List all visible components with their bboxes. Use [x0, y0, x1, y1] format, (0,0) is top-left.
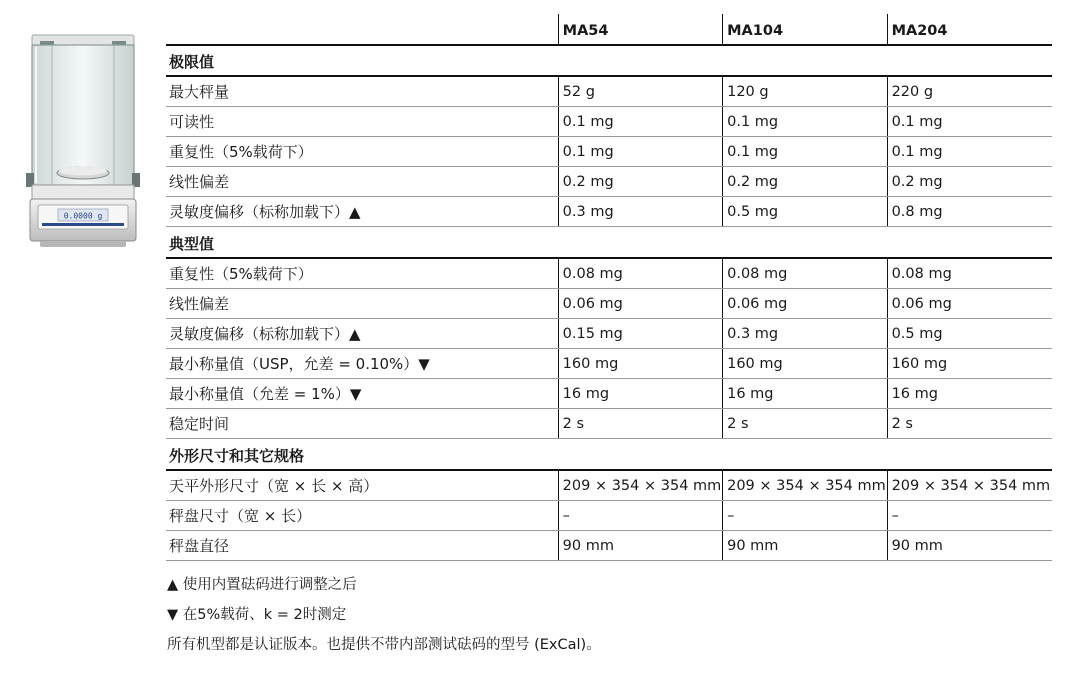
balance-display-readout: 0.0000 g: [63, 211, 103, 221]
row-value: 2 s: [558, 409, 722, 438]
row-value: 0.06 mg: [558, 289, 722, 318]
row-value: 0.08 mg: [558, 259, 722, 288]
table-row: [166, 471, 1052, 501]
row-value: 220 g: [887, 77, 1052, 106]
balance-product-image: [22, 33, 144, 253]
row-value: 160 mg: [558, 349, 722, 378]
row-value: 0.2 mg: [887, 167, 1052, 196]
row-value: 16 mg: [722, 379, 886, 408]
section-title: 外形尺寸和其它规格: [166, 439, 1052, 471]
row-label: 灵敏度偏移（标称加载下）▲: [169, 325, 361, 343]
row-value: 0.5 mg: [722, 197, 886, 226]
analytical-balance-illustration: [22, 33, 144, 253]
row-label: 最小称量值（允差 = 1%）▼: [169, 385, 362, 403]
spec-table: [166, 14, 1052, 561]
row-value: 0.1 mg: [887, 107, 1052, 136]
row-value: 0.06 mg: [887, 289, 1052, 318]
table-row: [166, 531, 1052, 561]
row-value: 209 × 354 × 354 mm: [887, 471, 1052, 500]
row-value: 0.06 mg: [722, 289, 886, 318]
row-value: 0.1 mg: [722, 107, 886, 136]
table-header-row: [166, 14, 1052, 46]
section-title: 典型值: [166, 227, 1052, 259]
table-row: [166, 137, 1052, 167]
row-value: –: [887, 501, 1052, 530]
table-row: [166, 77, 1052, 107]
row-value: 0.2 mg: [722, 167, 886, 196]
row-label: 灵敏度偏移（标称加载下）▲: [169, 203, 361, 221]
table-row: [166, 349, 1052, 379]
row-value: 160 mg: [887, 349, 1052, 378]
table-row: [166, 409, 1052, 439]
footnote-measurement: ▼ 在5%载荷、k = 2时测定: [167, 607, 347, 623]
row-label: 秤盘尺寸（宽 × 长）: [169, 507, 312, 525]
row-label: 最大秤量: [169, 83, 230, 101]
model-header-ma104: MA104: [722, 14, 886, 44]
row-value: 0.8 mg: [887, 197, 1052, 226]
row-value: 0.1 mg: [887, 137, 1052, 166]
row-value: 209 × 354 × 354 mm: [558, 471, 722, 500]
model-header-ma54: MA54: [558, 14, 722, 44]
table-row: [166, 107, 1052, 137]
table-row: [166, 259, 1052, 289]
row-label: 重复性（5%载荷下）: [169, 143, 313, 161]
table-row: [166, 197, 1052, 227]
row-value: 52 g: [558, 77, 722, 106]
row-value: 2 s: [722, 409, 886, 438]
row-value: 0.5 mg: [887, 319, 1052, 348]
row-value: 0.1 mg: [722, 137, 886, 166]
row-value: 0.3 mg: [722, 319, 886, 348]
row-value: 0.3 mg: [558, 197, 722, 226]
table-row: [166, 379, 1052, 409]
row-value: 0.08 mg: [722, 259, 886, 288]
row-value: 2 s: [887, 409, 1052, 438]
row-value: 90 mm: [887, 531, 1052, 560]
row-value: 160 mg: [722, 349, 886, 378]
row-value: 0.08 mg: [887, 259, 1052, 288]
row-label: 可读性: [169, 113, 215, 131]
section-title: 极限值: [166, 46, 1052, 77]
row-value: –: [558, 501, 722, 530]
row-value: –: [722, 501, 886, 530]
row-label: 稳定时间: [169, 415, 230, 433]
row-value: 16 mg: [887, 379, 1052, 408]
row-value: 0.1 mg: [558, 137, 722, 166]
table-row: [166, 501, 1052, 531]
footnotes: [167, 574, 1067, 664]
table-row: [166, 319, 1052, 349]
row-value: 90 mm: [558, 531, 722, 560]
model-header-ma204: MA204: [887, 14, 1052, 44]
row-value: 0.2 mg: [558, 167, 722, 196]
footnote-excal: 所有机型都是认证版本。也提供不带内部测试砝码的型号 (ExCal)。: [167, 637, 601, 653]
row-label: 线性偏差: [169, 173, 230, 191]
table-row: [166, 289, 1052, 319]
row-label: 最小称量值（USP，允差 = 0.10%）▼: [169, 355, 430, 373]
row-label: 线性偏差: [169, 295, 230, 313]
row-value: 0.1 mg: [558, 107, 722, 136]
row-value: 0.15 mg: [558, 319, 722, 348]
row-value: 16 mg: [558, 379, 722, 408]
header-label: [166, 14, 558, 44]
row-value: 120 g: [722, 77, 886, 106]
row-label: 秤盘直径: [169, 537, 230, 555]
row-value: 90 mm: [722, 531, 886, 560]
row-label: 重复性（5%载荷下）: [169, 265, 313, 283]
row-label: 天平外形尺寸（宽 × 长 × 高）: [169, 477, 379, 495]
row-value: 209 × 354 × 354 mm: [722, 471, 886, 500]
table-row: [166, 167, 1052, 197]
footnote-adjustment: ▲ 使用内置砝码进行调整之后: [167, 577, 357, 593]
